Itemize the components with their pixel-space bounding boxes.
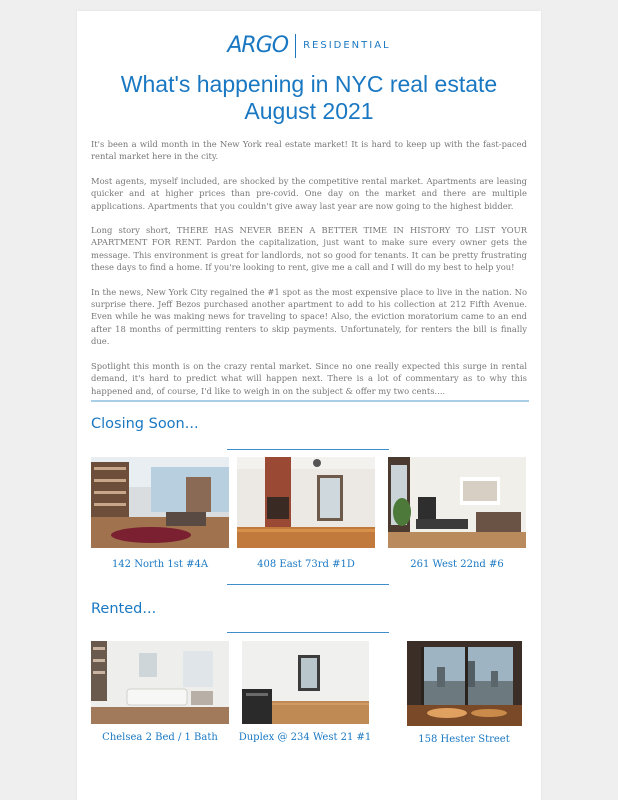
brand-logo[interactable] bbox=[77, 33, 541, 58]
listing-caption[interactable]: 142 North 1st #4A bbox=[111, 559, 209, 570]
page-title bbox=[77, 71, 541, 125]
listing-photo-158-hester[interactable] bbox=[407, 641, 522, 726]
listing-photo-duplex-234-west-21[interactable] bbox=[242, 641, 369, 724]
rented-heading: Rented... bbox=[91, 601, 157, 617]
listing-caption[interactable]: 408 East 73rd #1D bbox=[257, 559, 355, 570]
intro-paragraph: It's been a wild month in the New York real estate market! It is hard to keep up with the fast-paced rental market here in the city. bbox=[91, 139, 527, 162]
headline-line-1: What's happening in NYC real estate bbox=[120, 71, 498, 97]
logo-divider bbox=[295, 34, 296, 58]
listing-photo-261-west-22nd[interactable] bbox=[388, 457, 526, 548]
logo-subtitle: RESIDENTIAL bbox=[303, 40, 391, 51]
intro-paragraph: Long story short, THERE HAS NEVER BEEN A BETTER TIME IN HISTORY TO LIST YOUR APARTMENT FOR RENT. Pardon the capitalization, just want to make sure every owner gets the message. This environment is great for landlords, not so good for tenants. It can be pretty frustrating these days to find a home. If you're looking to rent, give me a call and I will do my best to help you! bbox=[91, 225, 527, 273]
headline-line-2: August 2021 bbox=[244, 98, 374, 124]
listing-caption[interactable]: 261 West 22nd #6 bbox=[410, 559, 504, 570]
heading-underline bbox=[227, 449, 389, 450]
intro-paragraph: In the news, New York City regained the #1 spot as the most expensive place to live in the nation. No surprise there. Jeff Bezos purchased another apartment to add to his collection at 212 Fifth Avenue. Even while he was making news for traveling to space! Also, the eviction moratorium came to an end after 18 months of permitting renters to skip payments. Unfortunately, for renters the bill is finally due. bbox=[91, 286, 527, 347]
listing-caption[interactable]: Chelsea 2 Bed / 1 Bath bbox=[102, 732, 218, 743]
intro-text bbox=[91, 138, 527, 409]
listing-caption[interactable]: Duplex @ 234 West 21 #1 bbox=[238, 732, 372, 743]
closing-soon-heading: Closing Soon... bbox=[91, 416, 199, 432]
intro-paragraph: Spotlight this month is on the crazy rental market. Since no one really expected this surge in rental demand, it's hard to predict what will happen next. There is a lot of commentary as to why this happened and, of course, I'd like to weigh in on the subject & offer my two cents.... bbox=[91, 360, 527, 396]
listing-photo-chelsea[interactable] bbox=[91, 641, 229, 724]
listing-photo-142-north-1st[interactable] bbox=[91, 457, 229, 548]
section-divider bbox=[227, 584, 389, 585]
section-divider bbox=[91, 400, 529, 402]
listing-photo-408-east-73rd[interactable] bbox=[237, 457, 375, 548]
newsletter-card bbox=[77, 11, 541, 800]
logo-wordmark: ARGO bbox=[227, 33, 289, 58]
heading-underline bbox=[227, 632, 389, 633]
listing-caption[interactable]: 158 Hester Street bbox=[418, 734, 510, 745]
intro-paragraph: Most agents, myself included, are shocked by the competitive rental market. Apartments are leasing quicker and at higher prices than pre-covid. One day on the market and there are multiple applications. Apartments that you couldn't give away last year are now going to the highest bidder. bbox=[91, 175, 527, 211]
